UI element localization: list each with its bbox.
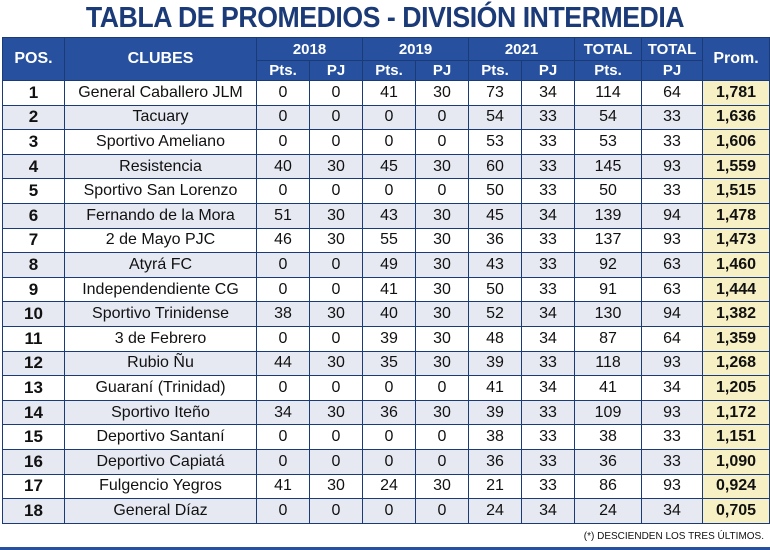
pts-2018-cell: 0 (257, 179, 310, 204)
pos-cell: 7 (3, 228, 65, 253)
pj-2019-cell: 30 (416, 400, 469, 425)
pj-2019-cell: 0 (416, 105, 469, 130)
pts-2018-cell: 34 (257, 400, 310, 425)
pj-2019-cell: 30 (416, 81, 469, 106)
pts-2021-cell: 36 (469, 228, 522, 253)
pos-cell: 4 (3, 154, 65, 179)
table-row (3, 277, 770, 302)
pts-2018-cell: 0 (257, 81, 310, 106)
pos-header: POS. (3, 38, 65, 81)
prom-cell: 1,090 (703, 449, 770, 474)
header-row-top (3, 38, 770, 61)
total-pj-cell: 64 (642, 81, 703, 106)
pj-2021-cell: 34 (522, 326, 575, 351)
pj-2019-cell: 30 (416, 277, 469, 302)
pj-2019-cell: 30 (416, 253, 469, 278)
club-cell: 2 de Mayo PJC (65, 228, 257, 253)
table-row (3, 203, 770, 228)
table-body (3, 81, 770, 524)
total-pts-cell: 145 (575, 154, 642, 179)
pts-2021-cell: 48 (469, 326, 522, 351)
club-cell: Sportivo Ameliano (65, 130, 257, 155)
year-2019-header: 2019 (363, 38, 469, 61)
pts-2018-cell: 0 (257, 130, 310, 155)
pj-2019-cell: 30 (416, 351, 469, 376)
pos-cell: 13 (3, 376, 65, 401)
pj-2018-cell: 30 (310, 400, 363, 425)
pts-2021-cell: 43 (469, 253, 522, 278)
pj-2019-cell: 30 (416, 154, 469, 179)
pos-cell: 8 (3, 253, 65, 278)
prom-cell: 1,515 (703, 179, 770, 204)
total-pj-cell: 63 (642, 253, 703, 278)
table-row (3, 302, 770, 327)
pts-2018-cell: 38 (257, 302, 310, 327)
pts-2019-cell: 55 (363, 228, 416, 253)
pj-2021-cell: 33 (522, 425, 575, 450)
pos-cell: 16 (3, 449, 65, 474)
total-pts-cell: 50 (575, 179, 642, 204)
table-row (3, 179, 770, 204)
table-row (3, 449, 770, 474)
prom-cell: 1,359 (703, 326, 770, 351)
pj-2019-cell: 30 (416, 228, 469, 253)
pts-2021-cell: 45 (469, 203, 522, 228)
total-pts-header: TOTAL (575, 38, 642, 61)
pts-2021-cell: 41 (469, 376, 522, 401)
pts-2019-cell: 0 (363, 179, 416, 204)
prom-cell: 1,478 (703, 203, 770, 228)
pts-2019-header: Pts. (363, 61, 416, 81)
pts-2021-cell: 54 (469, 105, 522, 130)
prom-cell: 0,924 (703, 474, 770, 499)
club-cell: 3 de Febrero (65, 326, 257, 351)
pts-2018-cell: 0 (257, 449, 310, 474)
pj-2021-cell: 34 (522, 499, 575, 524)
prom-cell: 1,636 (703, 105, 770, 130)
club-cell: Independendiente CG (65, 277, 257, 302)
pj-2021-cell: 33 (522, 449, 575, 474)
table-row (3, 154, 770, 179)
pts-2018-cell: 0 (257, 499, 310, 524)
pts-2021-cell: 38 (469, 425, 522, 450)
pts-2019-cell: 0 (363, 449, 416, 474)
table-row (3, 105, 770, 130)
total-pj-cell: 33 (642, 425, 703, 450)
pj-2021-cell: 33 (522, 228, 575, 253)
total-pj-cell: 94 (642, 302, 703, 327)
total-pts-cell: 36 (575, 449, 642, 474)
pj-2018-cell: 0 (310, 425, 363, 450)
total-pts-cell: 130 (575, 302, 642, 327)
prom-cell: 1,268 (703, 351, 770, 376)
pts-2019-cell: 43 (363, 203, 416, 228)
prom-cell: 1,205 (703, 376, 770, 401)
pos-cell: 9 (3, 277, 65, 302)
total-pj-cell: 34 (642, 499, 703, 524)
total-pj-cell: 34 (642, 376, 703, 401)
club-cell: Atyrá FC (65, 253, 257, 278)
pts-2021-cell: 73 (469, 81, 522, 106)
total-pj-cell: 33 (642, 130, 703, 155)
pts-2018-cell: 0 (257, 425, 310, 450)
total-pts-sub-header: Pts. (575, 61, 642, 81)
club-cell: Rubio Ñu (65, 351, 257, 376)
prom-cell: 1,606 (703, 130, 770, 155)
club-cell: General Caballero JLM (65, 81, 257, 106)
pj-2021-cell: 34 (522, 302, 575, 327)
table-row (3, 499, 770, 524)
pj-2021-cell: 33 (522, 105, 575, 130)
pts-2019-cell: 39 (363, 326, 416, 351)
total-pts-cell: 38 (575, 425, 642, 450)
total-pj-cell: 63 (642, 277, 703, 302)
table-row (3, 351, 770, 376)
total-pj-cell: 93 (642, 474, 703, 499)
pts-2021-cell: 21 (469, 474, 522, 499)
total-pj-cell: 93 (642, 400, 703, 425)
club-cell: Deportivo Santaní (65, 425, 257, 450)
total-pj-cell: 94 (642, 203, 703, 228)
total-pts-cell: 53 (575, 130, 642, 155)
pj-2018-cell: 0 (310, 376, 363, 401)
pj-2019-cell: 0 (416, 449, 469, 474)
pj-2018-cell: 0 (310, 253, 363, 278)
prom-cell: 1,444 (703, 277, 770, 302)
pj-2018-cell: 30 (310, 154, 363, 179)
total-pts-cell: 87 (575, 326, 642, 351)
pts-2018-cell: 46 (257, 228, 310, 253)
pts-2019-cell: 41 (363, 277, 416, 302)
pj-2021-cell: 33 (522, 253, 575, 278)
pj-2021-cell: 34 (522, 203, 575, 228)
pts-2021-cell: 39 (469, 400, 522, 425)
pj-2018-cell: 0 (310, 81, 363, 106)
total-pts-cell: 86 (575, 474, 642, 499)
total-pj-cell: 33 (642, 449, 703, 474)
pts-2018-cell: 51 (257, 203, 310, 228)
total-pts-cell: 118 (575, 351, 642, 376)
pts-2021-cell: 53 (469, 130, 522, 155)
total-pj-cell: 33 (642, 179, 703, 204)
table-row (3, 253, 770, 278)
pj-2021-header: PJ (522, 61, 575, 81)
pts-2018-cell: 0 (257, 277, 310, 302)
pts-2019-cell: 0 (363, 105, 416, 130)
pj-2018-cell: 0 (310, 130, 363, 155)
pts-2018-cell: 0 (257, 105, 310, 130)
pj-2019-cell: 0 (416, 425, 469, 450)
pj-2019-cell: 30 (416, 474, 469, 499)
total-pts-cell: 41 (575, 376, 642, 401)
pj-2021-cell: 34 (522, 81, 575, 106)
table-row (3, 326, 770, 351)
pos-cell: 15 (3, 425, 65, 450)
pts-2018-cell: 0 (257, 326, 310, 351)
prom-cell: 1,559 (703, 154, 770, 179)
total-pts-cell: 92 (575, 253, 642, 278)
table-row (3, 425, 770, 450)
pj-2019-cell: 0 (416, 376, 469, 401)
total-pj-cell: 93 (642, 154, 703, 179)
pj-2018-cell: 0 (310, 449, 363, 474)
table-row (3, 474, 770, 499)
pts-2018-header: Pts. (257, 61, 310, 81)
prom-header: Prom. (703, 38, 770, 81)
pts-2019-cell: 0 (363, 130, 416, 155)
pts-2019-cell: 49 (363, 253, 416, 278)
pts-2021-cell: 50 (469, 277, 522, 302)
total-pts-cell: 24 (575, 499, 642, 524)
pts-2018-cell: 0 (257, 376, 310, 401)
pts-2018-cell: 0 (257, 253, 310, 278)
pts-2021-header: Pts. (469, 61, 522, 81)
pos-cell: 18 (3, 499, 65, 524)
pj-2018-cell: 0 (310, 179, 363, 204)
pts-2021-cell: 24 (469, 499, 522, 524)
pj-2018-cell: 30 (310, 203, 363, 228)
total-pts-cell: 139 (575, 203, 642, 228)
clubes-header: CLUBES (65, 38, 257, 81)
pts-2019-cell: 36 (363, 400, 416, 425)
club-cell: General Díaz (65, 499, 257, 524)
pj-2021-cell: 33 (522, 277, 575, 302)
pj-2019-header: PJ (416, 61, 469, 81)
pos-cell: 12 (3, 351, 65, 376)
prom-cell: 1,473 (703, 228, 770, 253)
year-2021-header: 2021 (469, 38, 575, 61)
pj-2018-cell: 30 (310, 474, 363, 499)
total-pj-cell: 93 (642, 228, 703, 253)
prom-cell: 1,781 (703, 81, 770, 106)
footnote: (*) DESCIENDEN LOS TRES ÚLTIMOS. (583, 531, 764, 542)
total-pj-sub-header: PJ (642, 61, 703, 81)
pts-2021-cell: 52 (469, 302, 522, 327)
pj-2021-cell: 33 (522, 351, 575, 376)
table-row (3, 400, 770, 425)
pj-2021-cell: 33 (522, 130, 575, 155)
year-2018-header: 2018 (257, 38, 363, 61)
total-pts-cell: 54 (575, 105, 642, 130)
prom-cell: 0,705 (703, 499, 770, 524)
club-cell: Sportivo Trinidense (65, 302, 257, 327)
pts-2019-cell: 45 (363, 154, 416, 179)
pts-2018-cell: 40 (257, 154, 310, 179)
pj-2018-cell: 30 (310, 302, 363, 327)
pts-2021-cell: 36 (469, 449, 522, 474)
pj-2018-cell: 0 (310, 105, 363, 130)
total-pj-header: TOTAL (642, 38, 703, 61)
pj-2019-cell: 30 (416, 302, 469, 327)
pos-cell: 1 (3, 81, 65, 106)
pos-cell: 6 (3, 203, 65, 228)
pos-cell: 2 (3, 105, 65, 130)
pts-2021-cell: 60 (469, 154, 522, 179)
club-cell: Resistencia (65, 154, 257, 179)
pj-2018-cell: 0 (310, 326, 363, 351)
pts-2019-cell: 41 (363, 81, 416, 106)
pts-2019-cell: 35 (363, 351, 416, 376)
pts-2019-cell: 0 (363, 376, 416, 401)
pj-2019-cell: 0 (416, 130, 469, 155)
pts-2019-cell: 0 (363, 425, 416, 450)
pj-2019-cell: 0 (416, 179, 469, 204)
club-cell: Sportivo Iteño (65, 400, 257, 425)
standings-table (2, 37, 770, 524)
pj-2018-cell: 30 (310, 351, 363, 376)
table-row (3, 376, 770, 401)
total-pj-cell: 64 (642, 326, 703, 351)
pj-2021-cell: 34 (522, 376, 575, 401)
table-row (3, 228, 770, 253)
pts-2021-cell: 39 (469, 351, 522, 376)
club-cell: Tacuary (65, 105, 257, 130)
club-cell: Guaraní (Trinidad) (65, 376, 257, 401)
total-pts-cell: 91 (575, 277, 642, 302)
pj-2018-cell: 0 (310, 277, 363, 302)
club-cell: Deportivo Capiatá (65, 449, 257, 474)
pj-2018-cell: 0 (310, 499, 363, 524)
prom-cell: 1,151 (703, 425, 770, 450)
pts-2019-cell: 24 (363, 474, 416, 499)
pj-2021-cell: 33 (522, 154, 575, 179)
pos-cell: 17 (3, 474, 65, 499)
pos-cell: 3 (3, 130, 65, 155)
pj-2018-cell: 30 (310, 228, 363, 253)
page-title: TABLA DE PROMEDIOS - DIVISIÓN INTERMEDIA (85, 2, 685, 34)
pos-cell: 11 (3, 326, 65, 351)
prom-cell: 1,460 (703, 253, 770, 278)
pos-cell: 10 (3, 302, 65, 327)
total-pj-cell: 33 (642, 105, 703, 130)
pj-2019-cell: 0 (416, 499, 469, 524)
club-cell: Fulgencio Yegros (65, 474, 257, 499)
pos-cell: 5 (3, 179, 65, 204)
table-row (3, 81, 770, 106)
pts-2018-cell: 41 (257, 474, 310, 499)
prom-cell: 1,172 (703, 400, 770, 425)
pts-2018-cell: 44 (257, 351, 310, 376)
total-pts-cell: 137 (575, 228, 642, 253)
pts-2021-cell: 50 (469, 179, 522, 204)
pj-2019-cell: 30 (416, 203, 469, 228)
pts-2019-cell: 0 (363, 499, 416, 524)
pj-2021-cell: 33 (522, 179, 575, 204)
total-pj-cell: 93 (642, 351, 703, 376)
pts-2019-cell: 40 (363, 302, 416, 327)
club-cell: Sportivo San Lorenzo (65, 179, 257, 204)
pj-2021-cell: 33 (522, 400, 575, 425)
pj-2019-cell: 30 (416, 326, 469, 351)
prom-cell: 1,382 (703, 302, 770, 327)
table-row (3, 130, 770, 155)
pos-cell: 14 (3, 400, 65, 425)
pj-2021-cell: 33 (522, 474, 575, 499)
pj-2018-header: PJ (310, 61, 363, 81)
total-pts-cell: 114 (575, 81, 642, 106)
total-pts-cell: 109 (575, 400, 642, 425)
club-cell: Fernando de la Mora (65, 203, 257, 228)
